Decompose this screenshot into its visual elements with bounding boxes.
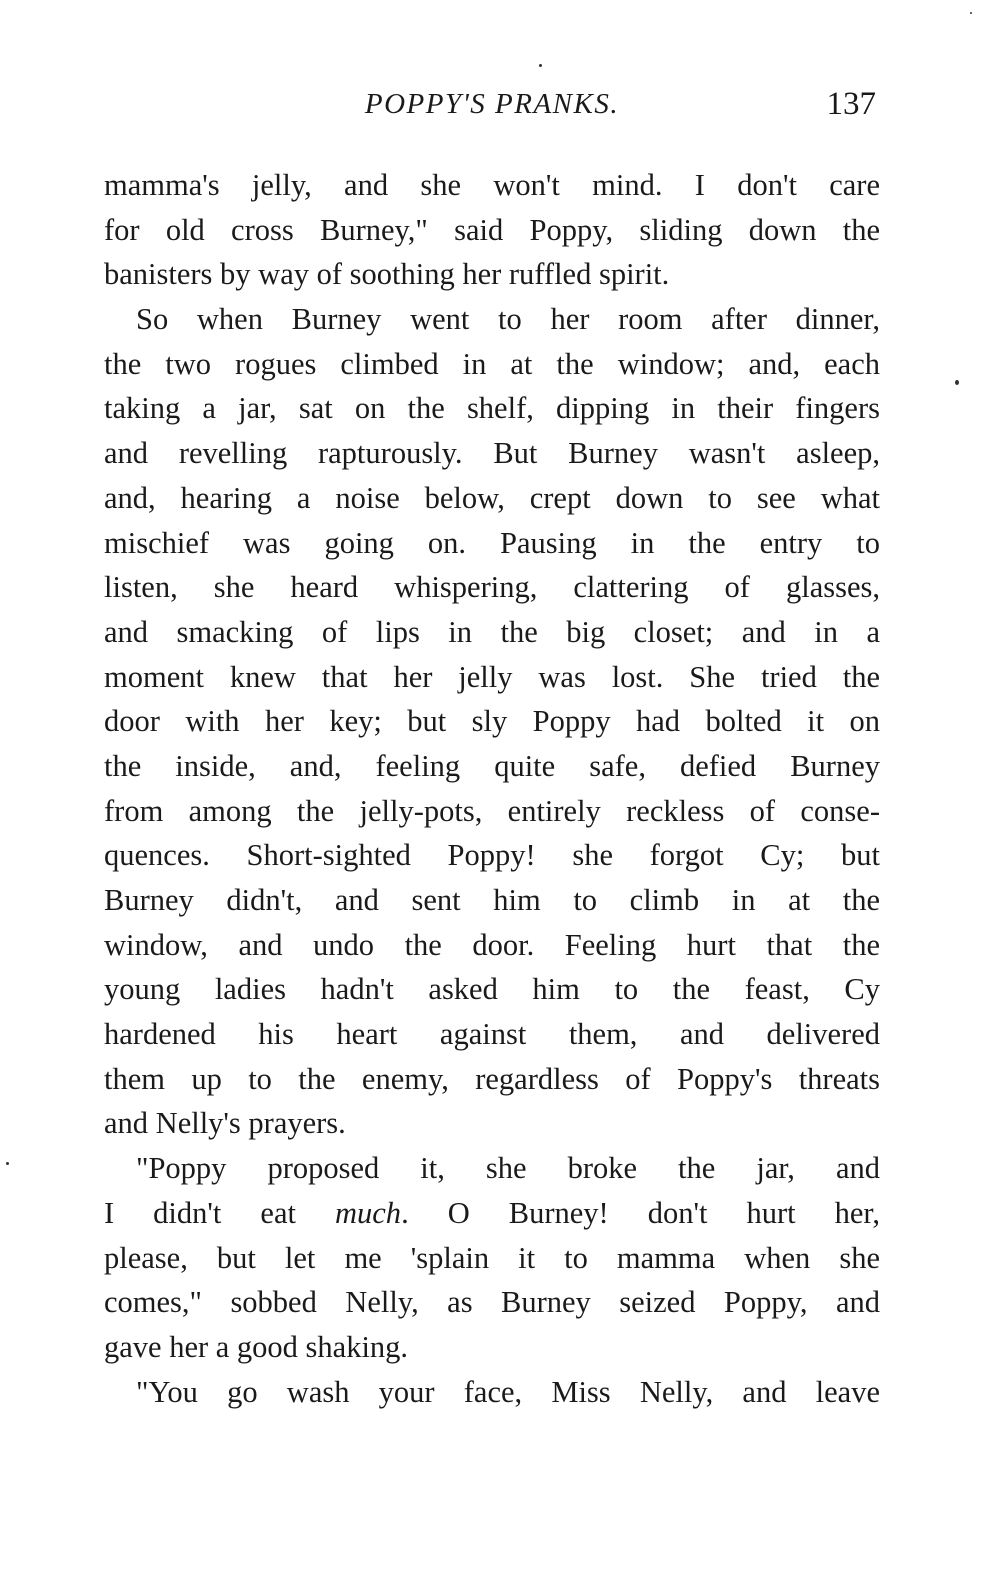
- text-line: and revelling rapturously. But Burney wasn't asleep,: [104, 436, 880, 471]
- text-line: them up to the enemy, regardless of Poppy's threats: [104, 1061, 880, 1096]
- text-line: hardened his heart against them, and delivered: [104, 1017, 880, 1052]
- text-line: for old cross Burney," said Poppy, sliding down the: [104, 212, 880, 247]
- text-line: please, but let me 'splain it to mamma when she: [104, 1240, 880, 1275]
- text-line: moment knew that her jelly was lost. She tried the: [104, 659, 880, 694]
- text-line: mamma's jelly, and she won't mind. I don't care: [104, 168, 880, 202]
- body-text: [104, 163, 880, 1414]
- text-line: quences. Short-sighted Poppy! she forgot Cy; but: [104, 838, 880, 873]
- text-line: young ladies hadn't asked him to the feast, Cy: [104, 972, 880, 1007]
- text-line: banisters by way of soothing her ruffled spirit.: [104, 257, 670, 292]
- text-line: listen, she heard whispering, clattering of glasses,: [104, 570, 880, 605]
- text-line: "You go wash your face, Miss Nelly, and leave: [136, 1374, 880, 1409]
- text-line: door with her key; but sly Poppy had bolted it on: [104, 704, 880, 739]
- running-head: [104, 82, 880, 126]
- text-run: . O Burney! don't hurt her,: [401, 1195, 880, 1230]
- running-title: POPPY'S PRANKS.: [364, 88, 620, 120]
- text-line: "Poppy proposed it, she broke the jar, and: [136, 1151, 880, 1186]
- text-line: and smacking of lips in the big closet; and in a: [104, 614, 880, 649]
- print-speck: [539, 64, 542, 67]
- page-number: 137: [826, 86, 876, 122]
- print-speck: [6, 1162, 9, 1165]
- text-line: the two rogues climbed in at the window; and, each: [104, 346, 880, 381]
- text-run: I didn't eat: [104, 1195, 335, 1230]
- text-line: gave her a good shaking.: [104, 1329, 409, 1364]
- text-line: and, hearing a noise below, crept down to see what: [104, 480, 880, 515]
- text-line: taking a jar, sat on the shelf, dipping in their fingers: [104, 391, 880, 426]
- text-line: [104, 1191, 880, 1236]
- print-speck: [970, 12, 972, 14]
- text-line: comes," sobbed Nelly, as Burney seized Poppy, and: [104, 1285, 880, 1320]
- text-line: So when Burney went to her room after dinner,: [136, 302, 880, 337]
- text-line: from among the jelly-pots, entirely reckless of conse-: [104, 793, 880, 828]
- print-speck: [955, 380, 959, 385]
- text-line: the inside, and, feeling quite safe, defied Burney: [104, 748, 880, 783]
- text-line: Burney didn't, and sent him to climb in at the: [104, 883, 880, 917]
- text-line: and Nelly's prayers.: [104, 1106, 346, 1141]
- italic-emphasis: much: [334, 1195, 402, 1230]
- text-line: mischief was going on. Pausing in the entry to: [104, 525, 880, 560]
- text-line: window, and undo the door. Feeling hurt that the: [104, 927, 880, 962]
